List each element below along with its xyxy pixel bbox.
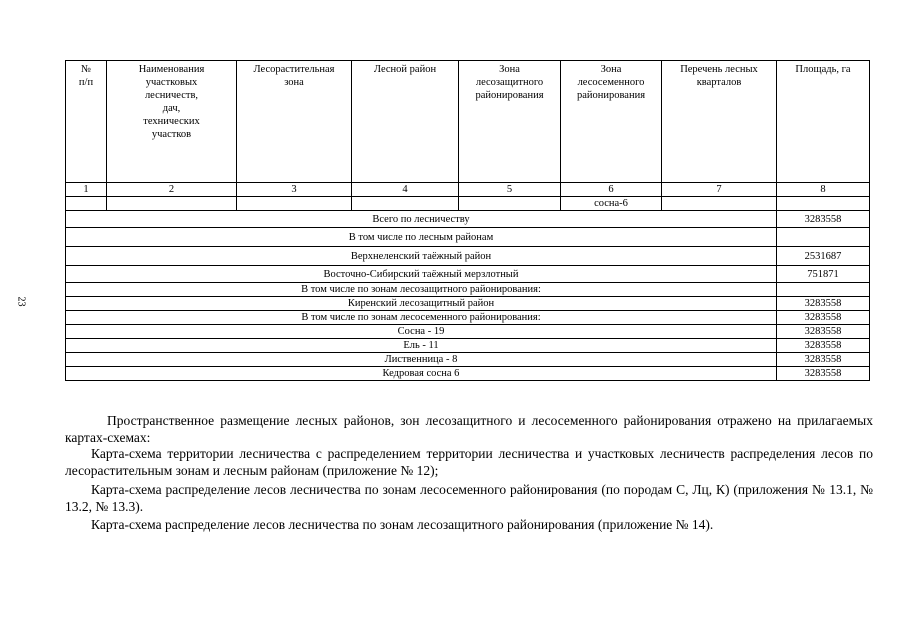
summary-label: Сосна - 19 [66, 325, 777, 339]
paragraph-map-protection-zones: Карта-схема распределение лесов лесничества по зонам лесозащитного районирования (приложение № 14). [91, 517, 714, 532]
table-cell [777, 197, 870, 211]
summary-row [66, 367, 870, 381]
column-number: 2 [107, 183, 237, 197]
summary-row [66, 228, 870, 247]
table-row [66, 197, 870, 211]
column-number: 4 [352, 183, 459, 197]
summary-label: В том числе по зонам лесозащитного районирования: [66, 283, 777, 297]
summary-value: 3283558 [777, 325, 870, 339]
summary-row [66, 325, 870, 339]
forest-districts-table [65, 60, 870, 381]
summary-label: Ель - 11 [66, 339, 777, 353]
summary-label: В том числе по зонам лесосеменного районирования: [66, 311, 777, 325]
table-cell: сосна-6 [561, 197, 662, 211]
header-cell: № п/п [66, 61, 107, 183]
header-cell: Зона лесозащитного районирования [459, 61, 561, 183]
summary-value: 3283558 [777, 353, 870, 367]
summary-value [777, 283, 870, 297]
summary-value [777, 228, 870, 247]
summary-row [66, 297, 870, 311]
summary-value: 751871 [777, 266, 870, 283]
summary-label: Верхнеленский таёжный район [66, 247, 777, 266]
column-number: 3 [237, 183, 352, 197]
header-cell: Площадь, га [777, 61, 870, 183]
table-cell [459, 197, 561, 211]
summary-value: 3283558 [777, 367, 870, 381]
summary-label: Кедровая сосна 6 [66, 367, 777, 381]
paragraph-map-forestry: Карта-схема территории лесничества с распределением территории лесничества и участковых лесничеств распределения лесов по лесорастительным зонам и лесным районам (приложение № 12); [65, 446, 873, 478]
column-number: 1 [66, 183, 107, 197]
column-number: 8 [777, 183, 870, 197]
page-number: 23 [15, 296, 27, 307]
summary-row [66, 283, 870, 297]
table-cell [107, 197, 237, 211]
summary-row [66, 353, 870, 367]
summary-label: Восточно-Сибирский таёжный мерзлотный [66, 266, 777, 283]
header-cell: Зона лесосеменного районирования [561, 61, 662, 183]
table-cell [66, 197, 107, 211]
column-number: 6 [561, 183, 662, 197]
summary-row [66, 311, 870, 325]
summary-value: 3283558 [777, 297, 870, 311]
summary-value: 2531687 [777, 247, 870, 266]
header-cell: Наименования участковых лесничеств, дач, технических участков [107, 61, 237, 183]
header-cell: Лесорастительная зона [237, 61, 352, 183]
table-cell [237, 197, 352, 211]
paragraph-map-seed-zones: Карта-схема распределение лесов лесничества по зонам лесосеменного районирования (по породам С, Лц, К) (приложения № 13.1, № 13.2, № 13.3). [65, 482, 873, 514]
summary-label: Лиственница - 8 [66, 353, 777, 367]
paragraph-intro: Пространственное размещение лесных районов, зон лесозащитного и лесосеменного районирования отражено на прилагаемых картах-схемах: [65, 413, 873, 445]
summary-value: 3283558 [777, 339, 870, 353]
summary-value: 3283558 [777, 311, 870, 325]
table-cell [662, 197, 777, 211]
header-cell: Перечень лесных кварталов [662, 61, 777, 183]
summary-row [66, 339, 870, 353]
table-cell [352, 197, 459, 211]
column-number-row [66, 183, 870, 197]
column-number: 7 [662, 183, 777, 197]
column-number: 5 [459, 183, 561, 197]
header-cell: Лесной район [352, 61, 459, 183]
summary-label: В том числе по лесным районам [66, 228, 777, 247]
summary-row [66, 266, 870, 283]
summary-value: 3283558 [777, 211, 870, 228]
summary-label: Киренский лесозащитный район [66, 297, 777, 311]
summary-row [66, 211, 870, 228]
table-header-row [66, 61, 870, 183]
summary-row [66, 247, 870, 266]
summary-label: Всего по лесничеству [66, 211, 777, 228]
